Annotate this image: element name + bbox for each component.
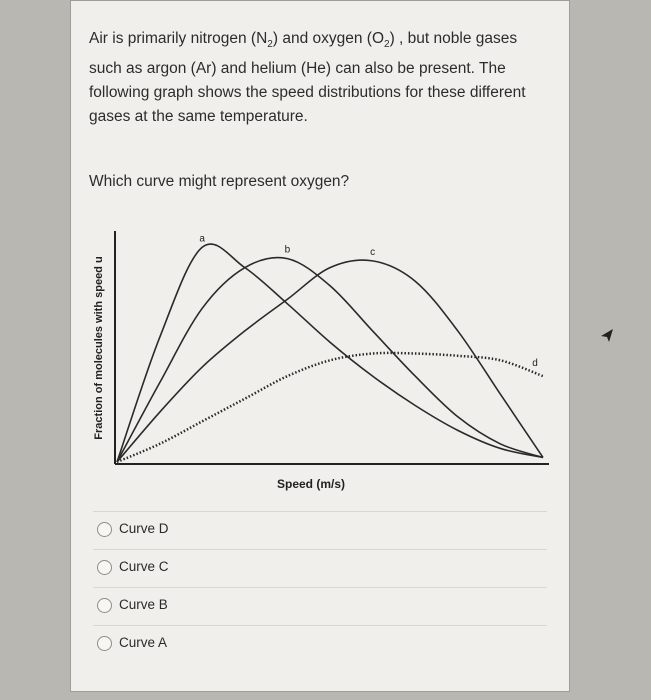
question-text: Air is primarily nitrogen $(N_2)$ and oxygen $(O_2)$ , but noble gases such as argon (Ar) and helium (He) can also be present. The following graph shows the speed distributions for these different gases at the same temperature. bbox=[89, 30, 526, 126]
curve-label-c: c bbox=[370, 246, 376, 258]
radio-button[interactable] bbox=[97, 598, 112, 613]
option-label: Curve C bbox=[119, 559, 169, 574]
curve-label-d: d bbox=[532, 358, 538, 370]
y-axis-label: Fraction of molecules with speed u bbox=[93, 256, 105, 440]
curve-b bbox=[117, 258, 543, 462]
option-label: Curve D bbox=[119, 521, 169, 536]
option-label: Curve A bbox=[119, 635, 168, 650]
speed-distribution-chart bbox=[87, 216, 557, 501]
option-curve-b[interactable] bbox=[93, 587, 547, 624]
question-prompt: Which curve might represent oxygen? bbox=[89, 173, 350, 190]
radio-button[interactable] bbox=[97, 636, 112, 651]
option-curve-a[interactable] bbox=[93, 625, 547, 662]
option-curve-c[interactable] bbox=[93, 549, 547, 586]
radio-button[interactable] bbox=[97, 522, 112, 537]
option-curve-d[interactable] bbox=[93, 511, 547, 548]
option-label: Curve B bbox=[119, 597, 168, 612]
mouse-cursor-icon bbox=[600, 328, 614, 344]
curve-a bbox=[117, 244, 543, 462]
curve-d bbox=[117, 353, 543, 462]
curve-label-a: a bbox=[199, 233, 205, 245]
radio-button[interactable] bbox=[97, 560, 112, 575]
question-card bbox=[70, 0, 570, 692]
x-axis-label: Speed (m/s) bbox=[276, 477, 346, 491]
curve-label-b: b bbox=[284, 244, 291, 256]
series-layer bbox=[117, 233, 543, 462]
